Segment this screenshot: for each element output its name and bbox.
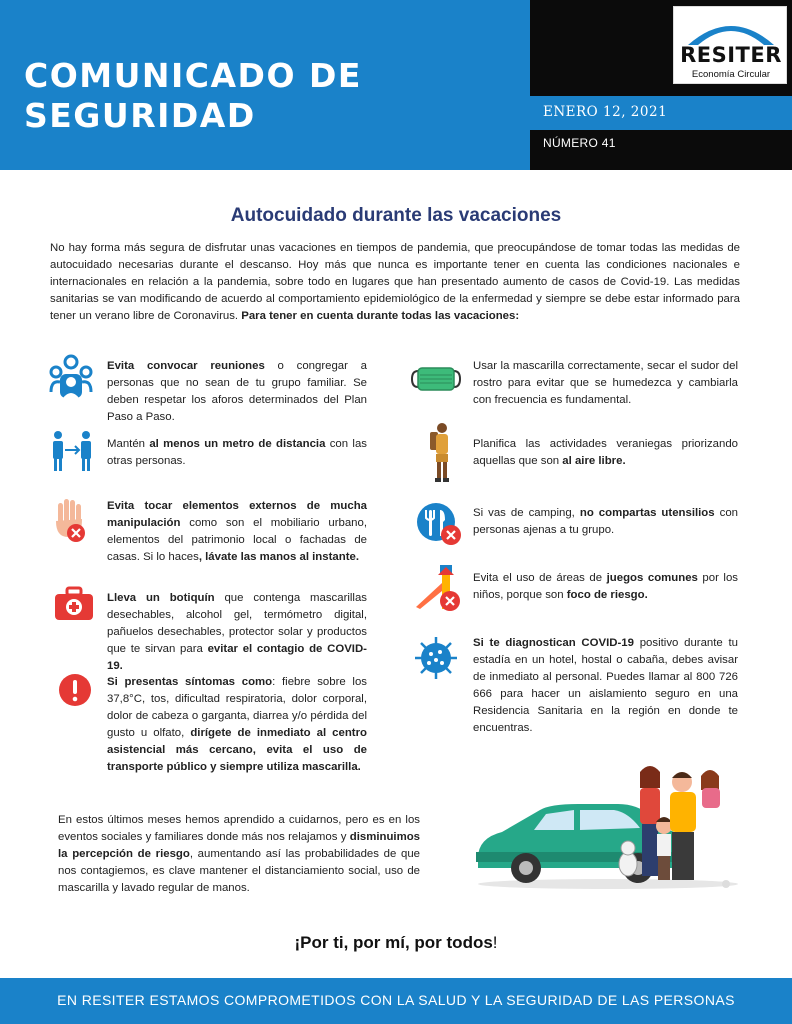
tip-reuniones: Evita convocar reuniones o congregar a personas que no sean de tu grupo familiar. Se deben respetar los aforos determinados del Plan Paso a Paso. (107, 360, 367, 423)
playground-no-icon (410, 563, 464, 613)
logo-name: RESITER (680, 43, 782, 67)
tip-botiquin: Lleva un botiquín que contenga mascarillas desechables, alcohol gel, termómetro digital, pañuelos desechables, protector solar y productos que te sirvan para evitar el contagio de COVID-19. (107, 592, 367, 672)
distance-icon (50, 430, 94, 472)
family-car-illustration (468, 760, 748, 895)
intro-text: No hay forma más segura de disfrutar unas vacaciones en tiempos de pandemia, que preocupándose de tomar todas las medidas de autocuidado necesarias durante el descanso. Hoy más que nunca es importante tener en cuenta las condiciones nacionales e internacionales en relación a la pandemia, sobre todo en lugares que han presentado aumento de casos de Covid-19. Las medidas sanitarias se van modificando de acuerdo al comportamiento epidemiológico de la enfermedad y siempre se debe estar informado para tener un verano libre de Coronavirus. (50, 242, 740, 322)
cutlery-no-share-icon (416, 502, 464, 548)
tip-distancia: Mantén al menos un metro de distancia con las otras personas. (107, 438, 367, 467)
hiker-icon (428, 422, 454, 484)
intro-paragraph (50, 240, 740, 325)
logo-subtitle: Economía Circular (691, 69, 771, 80)
motto: ¡Por ti, por mí, por todos! (294, 933, 498, 952)
tip-sintomas: Si presentas síntomas como: fiebre sobre los 37,8°C, tos, dificultad respiratoria, dolor corporal, dolor de cabeza o garganta, diarrea y/o pérdida del gusto u olfato, dirígete de inmediato al centro asistencial más cercano, evita el uso de transporte público y siempre utiliza mascarilla. (107, 676, 367, 773)
page-title: COMUNICADO DE SEGURIDAD (24, 56, 362, 135)
footer-text: EN RESITER ESTAMOS COMPROMETIDOS CON LA SALUD Y LA SEGURIDAD DE LAS PERSONAS (57, 992, 735, 1008)
article-title: Autocuidado durante las vacaciones (230, 205, 562, 226)
first-aid-kit-icon (53, 586, 95, 622)
header (0, 0, 792, 170)
tip-juegos: Evita el uso de áreas de juegos comunes por los niños, porque son foco de riesgo. (473, 572, 738, 601)
closing-paragraph: En estos últimos meses hemos aprendido a cuidarnos, pero es en los eventos sociales y familiares donde más nos relajamos y disminuimos la percepción de riesgo, aumentando así las probabilidades de que nos contagiemos, es clave mantener el distanciamiento social, uso de mascarilla y lavado regular de manos. (58, 814, 420, 894)
tip-no-tocar: Evita tocar elementos externos de mucha manipulación como son el mobiliario urbano, elementos del patrimonio local o fachadas de casas. Si lo haces, lávate las manos al instante. (107, 500, 367, 563)
hand-no-touch-icon (50, 497, 90, 543)
resiter-logo (673, 6, 787, 84)
issue-date: ENERO 12, 2021 (543, 104, 668, 120)
tip-utensilios: Si vas de camping, no compartas utensilios con personas ajenas a tu grupo. (473, 507, 739, 536)
face-mask-icon (410, 365, 462, 393)
intro-bold: Para tener en cuenta durante todas las vacaciones: (241, 310, 520, 322)
warning-icon (58, 673, 92, 707)
footer-banner (0, 978, 792, 1024)
tip-mascarilla: Usar la mascarilla correctamente, secar el sudor del rostro para evitar que se humedezca y cambiarla con frecuencia es fundamental. (473, 360, 738, 406)
issue-number: NÚMERO 41 (543, 136, 616, 150)
tip-aire-libre: Planifica las actividades veraniegas priorizando aquellas que son al aire libre. (473, 438, 738, 467)
virus-icon (414, 636, 458, 680)
people-group-icon (48, 352, 94, 402)
tip-diagnostico: Si te diagnostican COVID-19 positivo durante tu estadía en un hotel, hostal o cabaña, debes avisar de inmediato al personal. Puedes llamar al 800 726 666 para hacer un aislamiento seguro en una Residencia Sanitaria en la región en donde te encuentras. (473, 637, 738, 734)
